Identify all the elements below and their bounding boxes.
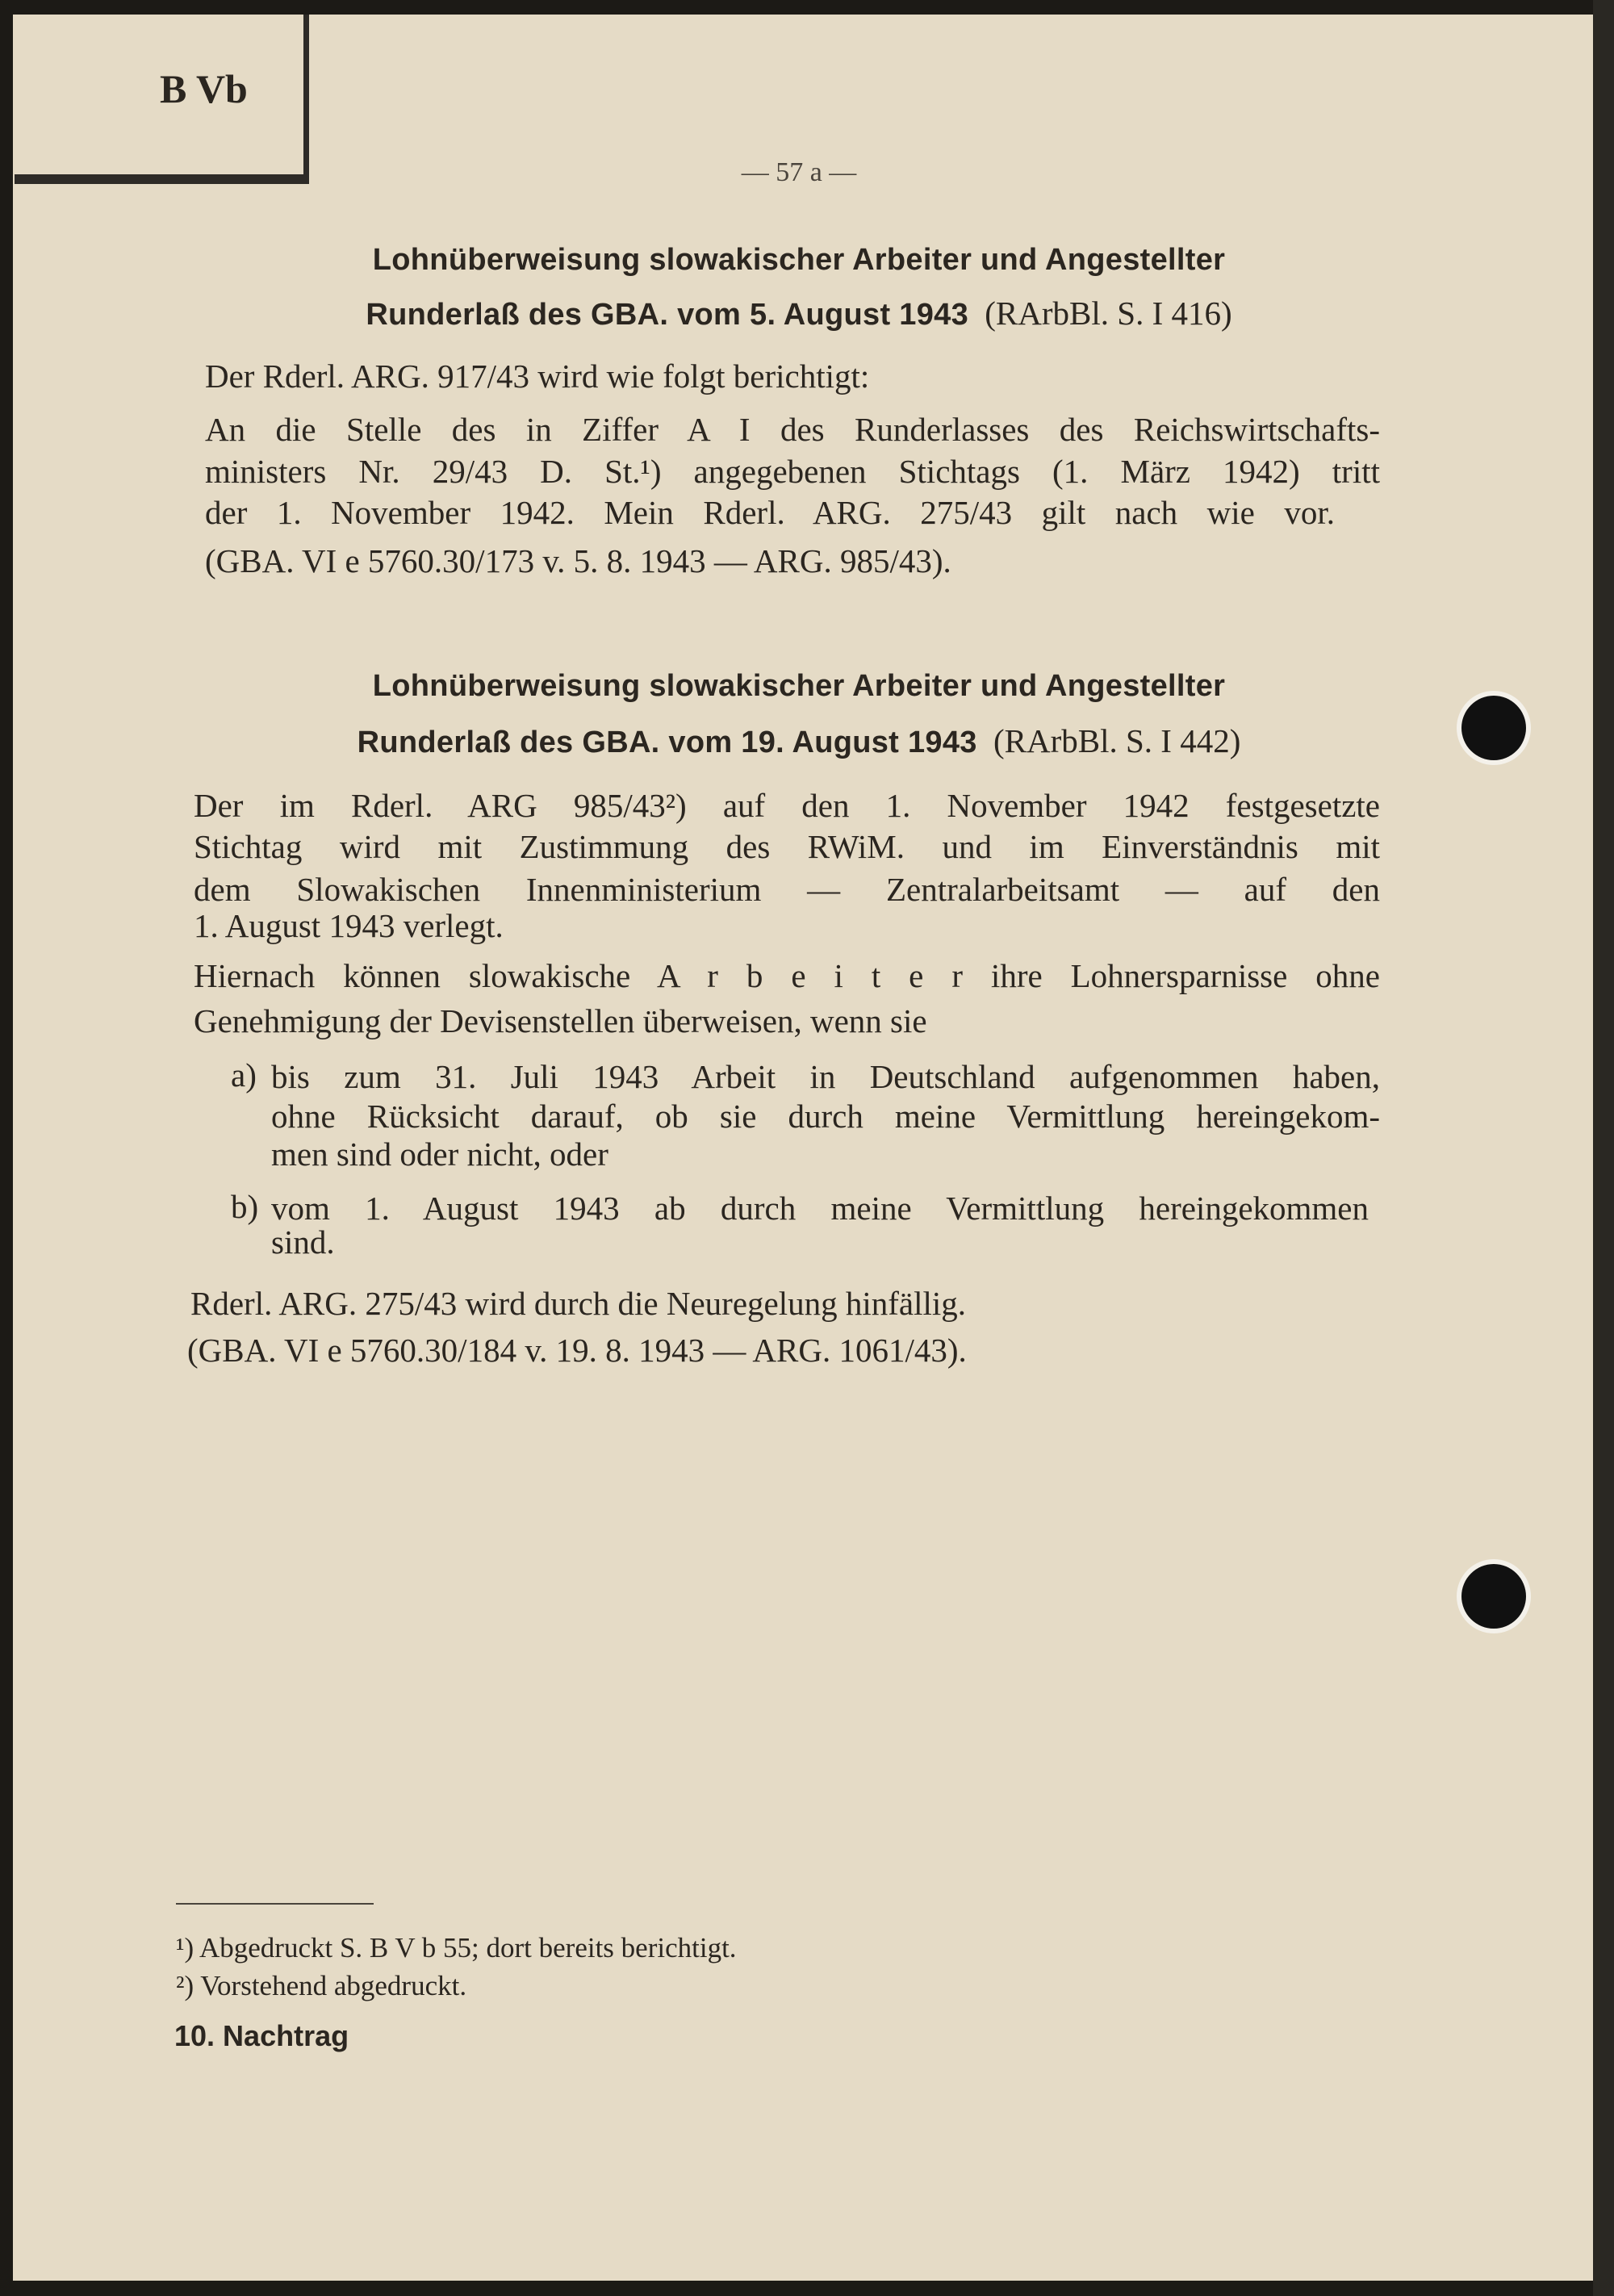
list-item-line: bis zum 31. Juli 1943 Arbeit in Deutschland aufgenommen haben, bbox=[271, 1058, 1380, 1095]
section1-subtitle-ref: (RArbBl. S. I 416) bbox=[985, 295, 1232, 332]
section2-title: Lohnüberweisung slowakischer Arbeiter und Angestellter bbox=[372, 669, 1226, 703]
footnote-text: Vorstehend abgedruckt. bbox=[200, 1970, 467, 2001]
punch-hole bbox=[1461, 696, 1526, 760]
list-item-line: men sind oder nicht, oder bbox=[271, 1135, 608, 1173]
section2-subtitle-main: Runderlaß des GBA. vom 19. August 1943 bbox=[357, 726, 977, 759]
reference-line: (GBA. VI e 5760.30/173 v. 5. 8. 1943 — ARG. 985/43). bbox=[205, 542, 951, 579]
section-box-horizontal-rule bbox=[15, 174, 309, 184]
body-line: Der Rderl. ARG. 917/43 wird wie folgt berichtigt: bbox=[205, 358, 870, 395]
section1-subtitle bbox=[194, 292, 1404, 334]
footnote bbox=[176, 1968, 466, 2004]
footnote-text: Abgedruckt S. B V b 55; dort bereits berichtigt. bbox=[199, 1932, 737, 1964]
section2-subtitle bbox=[194, 720, 1404, 762]
body-line: Stichtag wird mit Zustimmung des RWiM. und im Einverständnis mit bbox=[194, 828, 1380, 865]
section-box-vertical-rule bbox=[303, 15, 309, 178]
body-line: ministers Nr. 29/43 D. St.¹) angegebenen Stichtags (1. März 1942) tritt bbox=[205, 453, 1380, 490]
reference-line: (GBA. VI e 5760.30/184 v. 19. 8. 1943 — ARG. 1061/43). bbox=[187, 1332, 967, 1369]
page-number: — 57 a — bbox=[741, 157, 857, 187]
footnote-mark: ¹) bbox=[176, 1932, 194, 1964]
list-item-line: vom 1. August 1943 ab durch meine Vermittlung hereingekommen bbox=[271, 1190, 1369, 1227]
list-item-line: ohne Rücksicht darauf, ob sie durch meine Vermittlung hereingekom- bbox=[271, 1098, 1380, 1135]
section1-title: Lohnüberweisung slowakischer Arbeiter und Angestellter bbox=[372, 243, 1226, 277]
body-line: der 1. November 1942. Mein Rderl. ARG. 275/43 gilt nach wie vor. bbox=[205, 494, 1335, 531]
body-line: Der im Rderl. ARG 985/43²) auf den 1. November 1942 festgesetzte bbox=[194, 787, 1380, 824]
body-line: Hiernach können slowakische A r b e i t e r ihre Lohnersparnisse ohne bbox=[194, 957, 1380, 994]
list-item-label: a) bbox=[231, 1056, 257, 1094]
body-line: Genehmigung der Devisenstellen überweisen, wenn sie bbox=[194, 1002, 927, 1039]
section2-subtitle-ref: (RArbBl. S. I 442) bbox=[993, 722, 1241, 759]
body-line: dem Slowakischen Innenministerium — Zentralarbeitsamt — auf den bbox=[194, 871, 1380, 908]
list-item-line: sind. bbox=[271, 1223, 335, 1261]
footnote-mark: ²) bbox=[176, 1970, 194, 2001]
punch-hole bbox=[1461, 1564, 1526, 1629]
list-item-label: b) bbox=[231, 1188, 259, 1225]
scan-border bbox=[1593, 0, 1614, 2296]
footnote bbox=[176, 1930, 737, 1966]
body-line: An die Stelle des in Ziffer A I des Runderlasses des Reichswirtschafts- bbox=[205, 411, 1380, 448]
body-line: 1. August 1943 verlegt. bbox=[194, 907, 504, 944]
section-mark: B Vb bbox=[160, 66, 248, 111]
section1-subtitle-main: Runderlaß des GBA. vom 5. August 1943 bbox=[366, 298, 969, 332]
footnote-rule bbox=[176, 1903, 374, 1905]
supplement-label: 10. Nachtrag bbox=[174, 2019, 349, 2052]
body-line: Rderl. ARG. 275/43 wird durch die Neuregelung hinfällig. bbox=[190, 1285, 967, 1322]
